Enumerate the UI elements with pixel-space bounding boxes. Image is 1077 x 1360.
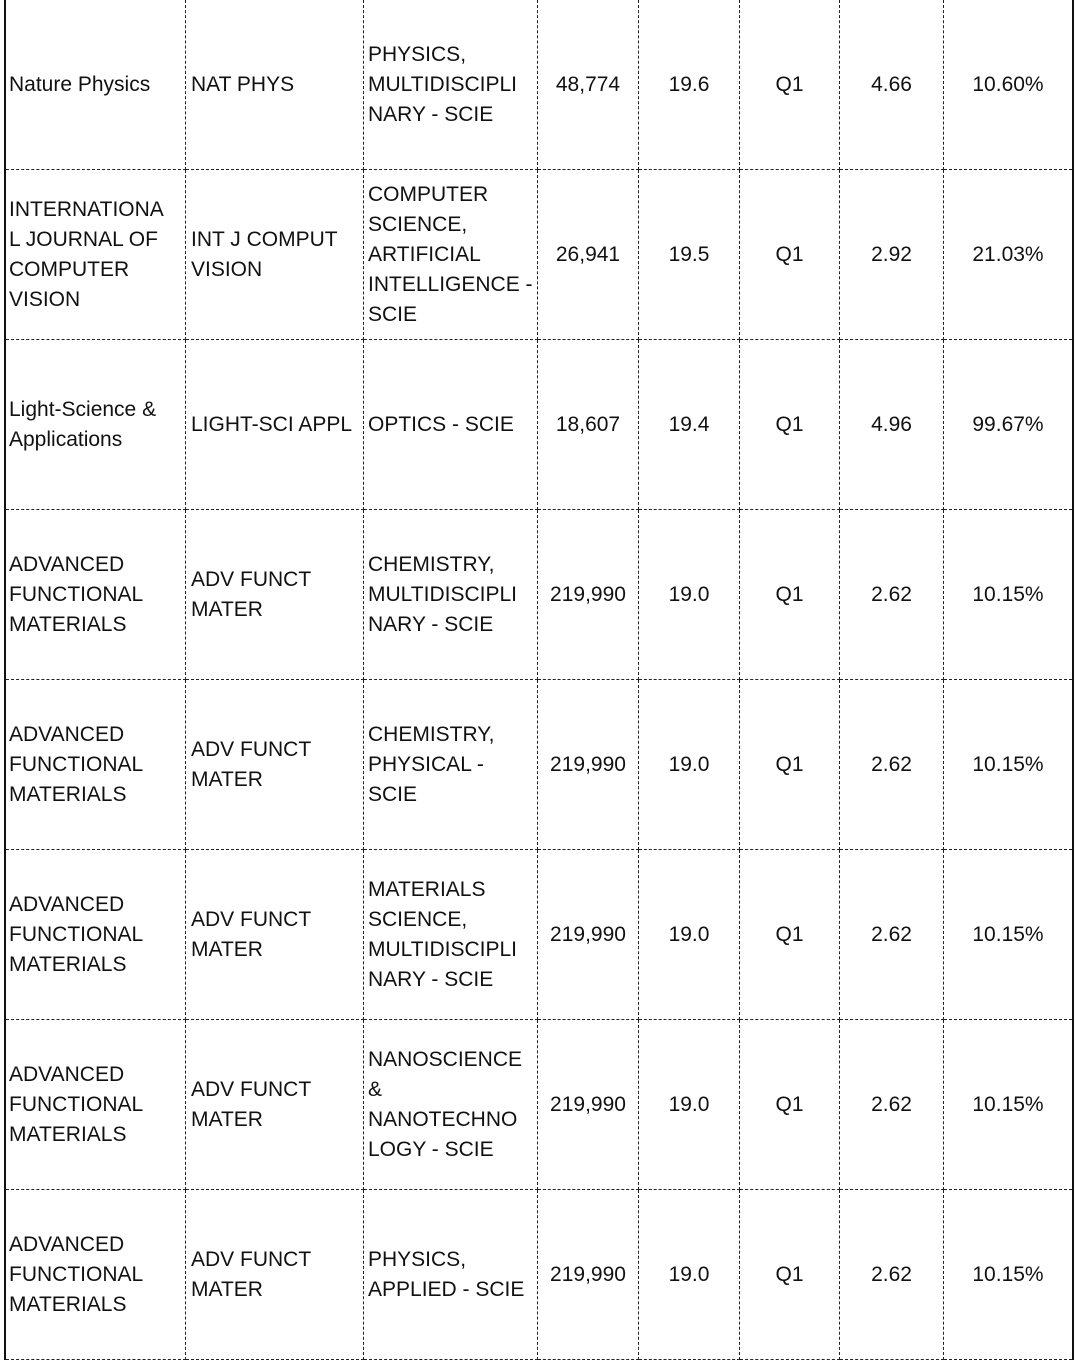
quartile: Q1 — [775, 922, 804, 946]
abbreviation-cell — [186, 1020, 364, 1190]
impact-factor-cell — [639, 0, 740, 170]
total-citations-cell — [538, 850, 639, 1020]
quartile: Q1 — [775, 582, 804, 606]
total-citations: 18,607 — [555, 412, 621, 436]
impact-factor: 19.4 — [668, 412, 710, 436]
total-citations: 48,774 — [555, 72, 621, 96]
abbreviation-cell — [186, 170, 364, 340]
total-citations: 219,990 — [550, 1092, 626, 1116]
jci-cell — [840, 1020, 944, 1190]
category-cell — [364, 850, 538, 1020]
quartile-cell — [740, 680, 840, 850]
journal-title-cell — [6, 1020, 186, 1190]
journal-title-cell — [6, 340, 186, 510]
oa-percentage-cell — [944, 170, 1072, 340]
total-citations-cell — [538, 1020, 639, 1190]
oa-percentage: 10.15% — [972, 922, 1044, 946]
category-cell — [364, 0, 538, 170]
jci-value: 2.92 — [871, 242, 912, 266]
jci-cell — [840, 340, 944, 510]
jci-cell — [840, 0, 944, 170]
category-cell — [364, 1020, 538, 1190]
impact-factor: 19.0 — [668, 1262, 710, 1286]
jci-cell — [840, 680, 944, 850]
oa-percentage-cell — [944, 340, 1072, 510]
oa-percentage-cell — [944, 1190, 1072, 1360]
impact-factor-cell — [639, 1020, 740, 1190]
abbreviation-cell — [186, 1190, 364, 1360]
quartile-cell — [740, 850, 840, 1020]
total-citations: 26,941 — [555, 242, 621, 266]
jci-value: 4.66 — [871, 72, 912, 96]
impact-factor-cell — [639, 850, 740, 1020]
journal-title-cell — [6, 510, 186, 680]
oa-percentage: 21.03% — [972, 242, 1044, 266]
total-citations-cell — [538, 0, 639, 170]
journal-abbreviation: ADV FUNCT MATER — [191, 1077, 312, 1131]
total-citations: 219,990 — [550, 752, 626, 776]
total-citations-cell — [538, 1190, 639, 1360]
total-citations-cell — [538, 340, 639, 510]
impact-factor-cell — [639, 170, 740, 340]
jci-cell — [840, 850, 944, 1020]
quartile-cell — [740, 510, 840, 680]
journal-title-cell — [6, 850, 186, 1020]
impact-factor: 19.0 — [668, 922, 710, 946]
journal-category: MATERIALS SCIENCE, MULTIDISCIPLI NARY - SCIE — [368, 877, 517, 991]
journal-title: INTERNATIONA L JOURNAL OF COMPUTER VISION — [9, 197, 164, 311]
journal-title: ADVANCED FUNCTIONAL MATERIALS — [9, 552, 144, 636]
oa-percentage: 10.60% — [972, 72, 1044, 96]
impact-factor: 19.0 — [668, 582, 710, 606]
oa-percentage-cell — [944, 850, 1072, 1020]
impact-factor: 19.5 — [668, 242, 710, 266]
journal-table — [4, 0, 1074, 1360]
journal-abbreviation: ADV FUNCT MATER — [191, 567, 312, 621]
impact-factor: 19.0 — [668, 1092, 710, 1116]
journal-category: CHEMISTRY, MULTIDISCIPLI NARY - SCIE — [368, 552, 517, 636]
abbreviation-cell — [186, 510, 364, 680]
quartile: Q1 — [775, 72, 804, 96]
abbreviation-cell — [186, 0, 364, 170]
total-citations-cell — [538, 510, 639, 680]
impact-factor: 19.6 — [668, 72, 710, 96]
jci-value: 4.96 — [871, 412, 912, 436]
quartile-cell — [740, 1190, 840, 1360]
journal-category: NANOSCIENCE & NANOTECHNO LOGY - SCIE — [368, 1047, 523, 1161]
jci-value: 2.62 — [871, 752, 912, 776]
abbreviation-cell — [186, 340, 364, 510]
oa-percentage: 10.15% — [972, 1262, 1044, 1286]
journal-title: Light-Science & Applications — [9, 397, 157, 451]
jci-value: 2.62 — [871, 582, 912, 606]
journal-abbreviation: LIGHT-SCI APPL — [191, 412, 353, 436]
total-citations: 219,990 — [550, 1262, 626, 1286]
journal-title: ADVANCED FUNCTIONAL MATERIALS — [9, 722, 144, 806]
journal-category: PHYSICS, MULTIDISCIPLI NARY - SCIE — [368, 42, 517, 126]
oa-percentage-cell — [944, 510, 1072, 680]
jci-value: 2.62 — [871, 922, 912, 946]
quartile: Q1 — [775, 752, 804, 776]
impact-factor-cell — [639, 510, 740, 680]
oa-percentage: 10.15% — [972, 1092, 1044, 1116]
jci-cell — [840, 1190, 944, 1360]
journal-abbreviation: NAT PHYS — [191, 72, 295, 96]
journal-abbreviation: INT J COMPUT VISION — [191, 227, 338, 281]
abbreviation-cell — [186, 680, 364, 850]
quartile-cell — [740, 340, 840, 510]
jci-cell — [840, 170, 944, 340]
jci-value: 2.62 — [871, 1092, 912, 1116]
journal-title-cell — [6, 0, 186, 170]
category-cell — [364, 680, 538, 850]
total-citations: 219,990 — [550, 582, 626, 606]
journal-abbreviation: ADV FUNCT MATER — [191, 907, 312, 961]
abbreviation-cell — [186, 850, 364, 1020]
total-citations-cell — [538, 170, 639, 340]
impact-factor: 19.0 — [668, 752, 710, 776]
category-cell — [364, 340, 538, 510]
quartile-cell — [740, 1020, 840, 1190]
journal-title: ADVANCED FUNCTIONAL MATERIALS — [9, 1232, 144, 1316]
oa-percentage: 10.15% — [972, 582, 1044, 606]
journal-category: PHYSICS, APPLIED - SCIE — [368, 1247, 525, 1301]
category-cell — [364, 170, 538, 340]
journal-category: OPTICS - SCIE — [368, 412, 514, 436]
journal-category: COMPUTER SCIENCE, ARTIFICIAL INTELLIGENCE - SCIE — [368, 182, 533, 326]
journal-title: ADVANCED FUNCTIONAL MATERIALS — [9, 892, 144, 976]
impact-factor-cell — [639, 1190, 740, 1360]
impact-factor-cell — [639, 680, 740, 850]
journal-abbreviation: ADV FUNCT MATER — [191, 1247, 312, 1301]
oa-percentage-cell — [944, 680, 1072, 850]
oa-percentage-cell — [944, 0, 1072, 170]
journal-title: Nature Physics — [9, 72, 151, 96]
journal-title-cell — [6, 680, 186, 850]
jci-cell — [840, 510, 944, 680]
journal-category: CHEMISTRY, PHYSICAL - SCIE — [368, 722, 495, 806]
total-citations-cell — [538, 680, 639, 850]
category-cell — [364, 1190, 538, 1360]
total-citations: 219,990 — [550, 922, 626, 946]
quartile-cell — [740, 170, 840, 340]
quartile: Q1 — [775, 1092, 804, 1116]
quartile: Q1 — [775, 1262, 804, 1286]
quartile: Q1 — [775, 242, 804, 266]
oa-percentage: 10.15% — [972, 752, 1044, 776]
oa-percentage: 99.67% — [972, 412, 1044, 436]
journal-title: ADVANCED FUNCTIONAL MATERIALS — [9, 1062, 144, 1146]
quartile: Q1 — [775, 412, 804, 436]
journal-title-cell — [6, 170, 186, 340]
journal-abbreviation: ADV FUNCT MATER — [191, 737, 312, 791]
impact-factor-cell — [639, 340, 740, 510]
oa-percentage-cell — [944, 1020, 1072, 1190]
quartile-cell — [740, 0, 840, 170]
jci-value: 2.62 — [871, 1262, 912, 1286]
category-cell — [364, 510, 538, 680]
journal-title-cell — [6, 1190, 186, 1360]
